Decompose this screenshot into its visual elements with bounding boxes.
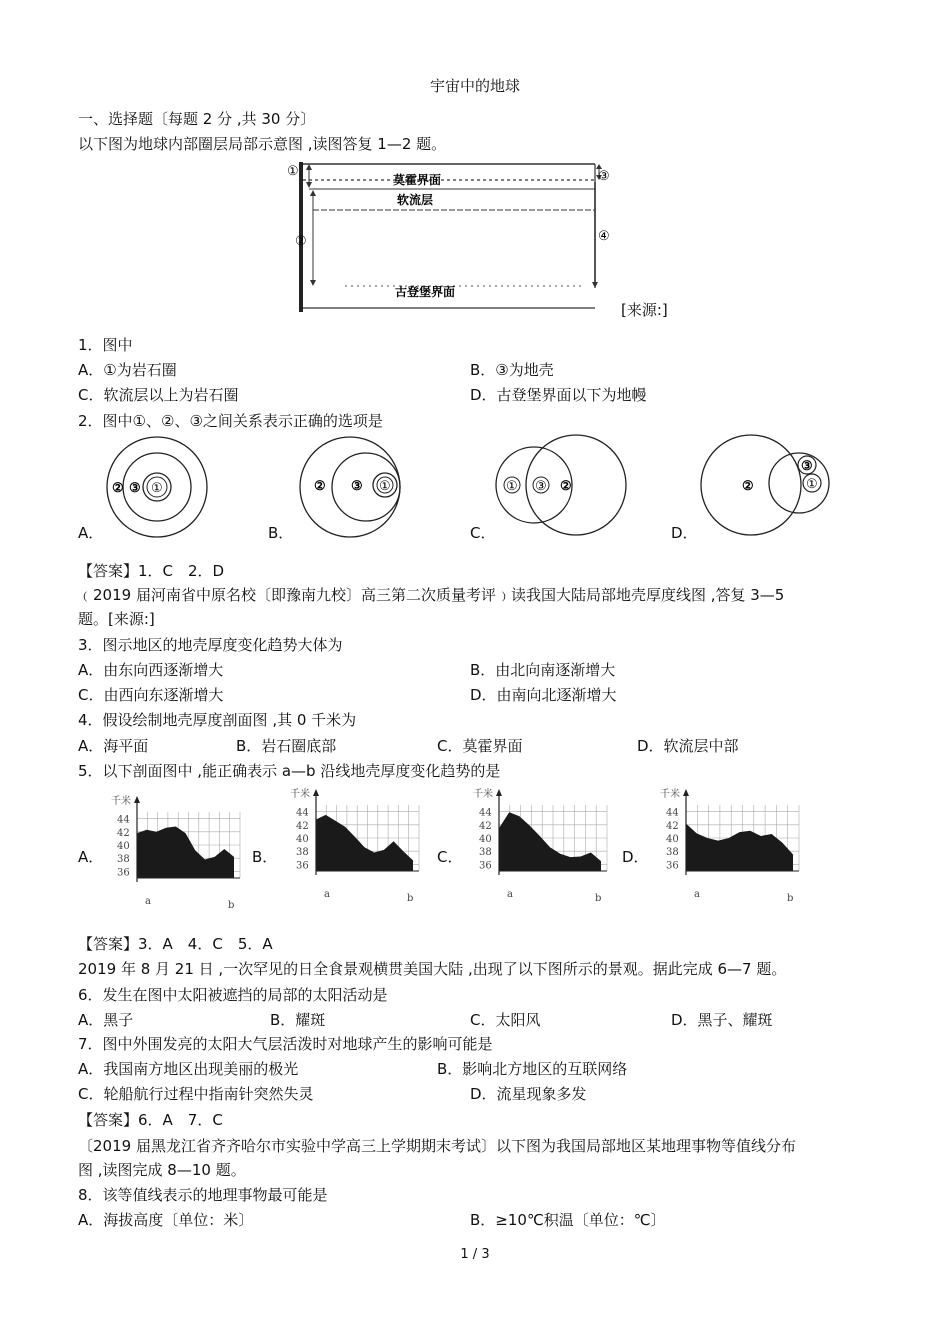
- q6-option-a: A．黑子: [78, 1011, 134, 1029]
- q1-option-d: D．古登堡界面以下为地幔: [470, 386, 647, 404]
- answer-3-5: 【答案】3．A 4．C 5．A: [78, 935, 273, 953]
- y-axis-arrow: [496, 789, 502, 796]
- circle-label-1: ①: [806, 477, 818, 492]
- circle-label-2: ②: [742, 479, 754, 494]
- y-unit-label: 千米: [660, 789, 680, 800]
- section-heading: 一、选择题〔每题 2 分 ,共 30 分〕: [78, 110, 316, 128]
- q4-stem: 4．假设绘制地壳厚度剖面图 ,其 0 千米为: [78, 711, 357, 729]
- q3-option-d: D．由南向北逐渐增大: [470, 686, 617, 704]
- q4-option-b: B．岩石圈底部: [236, 737, 337, 755]
- q8-option-a: A．海拔高度〔单位：米〕: [78, 1211, 254, 1229]
- q3-option-c: C．由西向东逐渐增大: [78, 686, 224, 704]
- asthenosphere-label: 软流层: [397, 193, 434, 207]
- q4-option-c: C．莫霍界面: [437, 737, 523, 755]
- y-tick-label: 38: [479, 847, 492, 859]
- marker-2: ②: [295, 234, 307, 249]
- circle-label-2: ②: [560, 479, 572, 494]
- q3-option-a: A．由东向西逐渐增大: [78, 661, 224, 679]
- circle-label-2: ②: [314, 479, 326, 494]
- q2-option-b: B．: [268, 524, 294, 542]
- q1-option-c: C．软流层以上为岩石圈: [78, 386, 239, 404]
- y-axis-arrow: [313, 789, 319, 796]
- marker-3: ③: [598, 169, 610, 184]
- q5-stem: 5．以下剖面图中 ,能正确表示 a—b 沿线地壳厚度变化趋势的是: [78, 762, 501, 780]
- x-start-label: a: [145, 896, 151, 907]
- q2-option-c: C．: [470, 524, 496, 542]
- circle-label-3: ③: [801, 459, 813, 474]
- y-tick-label: 36: [117, 867, 130, 879]
- q8-option-b: B．≥10℃积温〔单位：℃〕: [470, 1211, 666, 1229]
- y-tick-label: 44: [117, 814, 130, 826]
- circle-label-3: ③: [129, 481, 141, 496]
- q2-option-b-figure: [290, 433, 410, 543]
- x-start-label: a: [694, 889, 700, 900]
- y-unit-label: 千米: [111, 796, 131, 807]
- q3-stem: 3．图示地区的地壳厚度变化趋势大体为: [78, 636, 343, 654]
- circle-label-2: ②: [112, 481, 124, 496]
- intro-8-10-line2: 图 ,读图完成 8—10 题。: [78, 1161, 246, 1179]
- circle-label-1: ①: [506, 479, 518, 494]
- q6-stem: 6．发生在图中太阳被遮挡的局部的太阳活动是: [78, 986, 388, 1004]
- y-tick-label: 36: [296, 860, 309, 872]
- q5-option-b: B．: [252, 848, 278, 866]
- q1-option-a: A．①为岩石圈: [78, 361, 177, 379]
- q8-stem: 8．该等值线表示的地理事物最可能是: [78, 1186, 328, 1204]
- q1-option-b: B．③为地壳: [470, 361, 554, 379]
- circle-label-1: ①: [151, 481, 163, 496]
- x-end-label: b: [787, 893, 794, 904]
- profile-chart-a: [103, 790, 248, 912]
- y-axis-arrow: [683, 789, 689, 796]
- y-tick-label: 40: [479, 834, 492, 845]
- page-number: 1 / 3: [460, 1247, 490, 1262]
- x-end-label: b: [407, 893, 414, 904]
- moho-label: 莫霍界面: [393, 173, 442, 187]
- intro-6-7: 2019 年 8 月 21 日 ,一次罕见的日全食景观横贯美国大陆 ,出现了以下图所示的景观。据此完成 6—7 题。: [78, 960, 787, 978]
- marker-1: ①: [287, 164, 299, 179]
- gutenberg-label: 古登堡界面: [395, 285, 456, 299]
- page-title: 宇宙中的地球: [429, 77, 520, 95]
- q2-option-c-figure: [490, 433, 630, 543]
- circle-label-3: ③: [351, 479, 363, 494]
- circle-label-3: ③: [535, 479, 547, 494]
- y-tick-label: 42: [296, 820, 309, 832]
- q5-option-d: D．: [622, 848, 649, 866]
- earth-layers-figure: [285, 158, 615, 318]
- x-end-label: b: [228, 900, 235, 911]
- y-tick-label: 42: [666, 820, 679, 832]
- answer-1-2: 【答案】1．C 2．D: [78, 562, 225, 580]
- y-tick-label: 38: [296, 847, 309, 859]
- y-unit-label: 千米: [290, 789, 310, 800]
- q5-option-c: C．: [437, 848, 463, 866]
- intro-8-10-line1: 〔2019 届黑龙江省齐齐哈尔市实验中学高三上学期期末考试〕以下图为我国局部地区某地理事物等值线分布: [78, 1137, 796, 1155]
- profile-chart-d: [652, 783, 807, 905]
- q2-option-d: D．: [671, 524, 698, 542]
- y-tick-label: 44: [666, 807, 679, 819]
- y-tick-label: 38: [666, 847, 679, 859]
- y-tick-label: 40: [666, 834, 679, 845]
- q7-option-a: A．我国南方地区出现美丽的极光: [78, 1060, 299, 1078]
- circle-label-1: ①: [379, 479, 391, 494]
- y-tick-label: 40: [117, 841, 130, 852]
- q2-option-d-figure: [695, 433, 835, 543]
- x-start-label: a: [324, 889, 330, 900]
- y-tick-label: 38: [117, 854, 130, 866]
- y-tick-label: 36: [666, 860, 679, 872]
- q7-option-b: B．影响北方地区的互联网络: [437, 1060, 628, 1078]
- q6-option-d: D．黑子、耀斑: [671, 1011, 773, 1029]
- y-tick-label: 44: [296, 807, 309, 819]
- y-unit-label: 千米: [473, 789, 493, 800]
- intro-3-5-line2: 题。[来源:]: [78, 610, 155, 628]
- profile-chart-c: [465, 783, 615, 905]
- y-tick-label: 42: [479, 820, 492, 832]
- y-tick-label: 42: [117, 827, 130, 839]
- profile-area: [499, 812, 601, 871]
- intro-1-2: 以下图为地球内部圈层局部示意图 ,读图答复 1—2 题。: [78, 135, 447, 153]
- q7-option-d: D．流星现象多发: [470, 1085, 587, 1103]
- q2-stem: 2．图中①、②、③之间关系表示正确的选项是: [78, 412, 383, 430]
- y-tick-label: 40: [296, 834, 309, 845]
- marker-4: ④: [598, 229, 610, 244]
- q7-stem: 7．图中外围发亮的太阳大气层活泼时对地球产生的影响可能是: [78, 1035, 493, 1053]
- y-axis-arrow: [134, 796, 140, 803]
- profile-chart-b: [282, 783, 427, 905]
- q7-option-c: C．轮船航行过程中指南针突然失灵: [78, 1085, 314, 1103]
- y-tick-label: 44: [479, 807, 492, 819]
- q3-option-b: B．由北向南逐渐增大: [470, 661, 616, 679]
- q6-option-c: C．太阳风: [470, 1011, 541, 1029]
- profile-area: [686, 824, 793, 872]
- q4-option-d: D．软流层中部: [637, 737, 739, 755]
- q2-option-a: A．: [78, 524, 104, 542]
- intro-3-5-line1: ﹙2019 届河南省中原名校〔即豫南九校〕高三第二次质量考评﹚读我国大陆局部地壳厚度线图 ,答复 3—5: [78, 586, 785, 604]
- q4-option-a: A．海平面: [78, 737, 149, 755]
- y-tick-label: 36: [479, 860, 492, 872]
- q5-option-a: A．: [78, 848, 104, 866]
- q2-option-a-figure: [100, 433, 215, 543]
- x-end-label: b: [595, 893, 602, 904]
- q1-stem: 1．图中: [78, 336, 133, 354]
- source-note: [来源:]: [621, 301, 668, 319]
- answer-6-7: 【答案】6．A 7．C: [78, 1111, 223, 1129]
- x-start-label: a: [507, 889, 513, 900]
- q6-option-b: B．耀斑: [270, 1011, 326, 1029]
